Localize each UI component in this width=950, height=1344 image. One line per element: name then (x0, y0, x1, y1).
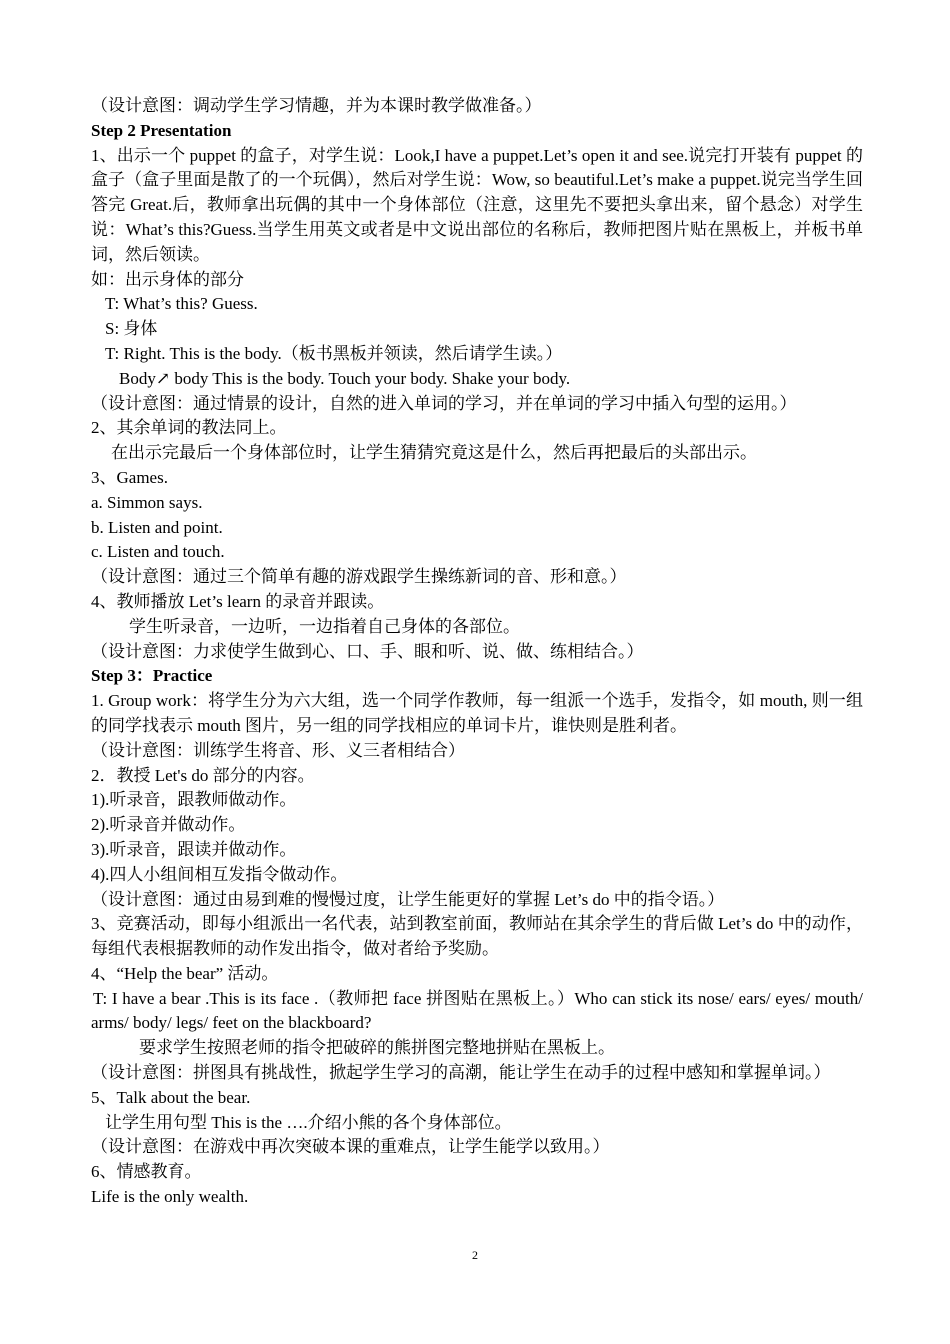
paragraph-help-the-bear: T: I have a bear .This is its face .（教师把 face 拼图贴在黑板上。）Who can stick its nose/ ears/ eyes/ mouth/ arms/ body/ legs/ feet on the blackboard? (91, 988, 863, 1033)
paragraph-group-work: 1. Group work：将学生分为六大组，选一个同学作教师，每一组派一个选手，发指令，如 mouth, 则一组的同学找表示 mouth 图片，另一组的同学找相应的单词卡片，谁快则是胜利者。 (91, 691, 863, 735)
sub-step-item: 1).听录音，跟教师做动作。 (91, 790, 297, 810)
section-heading-step3: Step 3：Practice (91, 666, 213, 686)
step-detail: 在出示完最后一个身体部位时，让学生猜猜究竟这是什么，然后再把最后的头部出示。 (111, 443, 757, 463)
design-intent-note: （设计意图：训练学生将音、形、义三者相结合） (91, 740, 465, 760)
paragraph-presentation: 1、出示一个 puppet 的盒子，对学生说：Look,I have a puppet.Let’s open it and see.说完打开装有 puppet 的盒子（盒子里面是散了的一个玩偶），然后对学生说：Wow, so beautiful.Let’s make a puppet.说完当学生回答完 Great.后，教师拿出玩偶的其中一个身体部位（注意，这里先不要把头拿出来，留个悬念）对学生说：What’s this?Guess.当学生用英文或者是中文说出部位的名称后，教师把图片贴在黑板上，并板书单词，然后领读。 (91, 145, 863, 264)
step-item: 3、Games. (91, 467, 168, 487)
sub-step-item: 3).听录音，跟读并做动作。 (91, 839, 297, 859)
step-detail: 让学生用句型 This is the ….介绍小熊的各个身体部位。 (105, 1112, 512, 1132)
sub-step-item: 2).听录音并做动作。 (91, 815, 246, 835)
design-intent-note: （设计意图：力求使学生做到心、口、手、眼和听、说、做、练相结合。） (91, 641, 644, 661)
design-intent-note: （设计意图：通过三个简单有趣的游戏跟学生操练新词的音、形和意。） (91, 567, 627, 587)
document-body (91, 94, 863, 1210)
closing-line: Life is the only wealth. (91, 1187, 249, 1207)
dialogue-line: T: Right. This is the body.（板书黑板并领读，然后请学生读。） (105, 343, 563, 363)
design-intent-note: （设计意图：调动学生学习情趣，并为本课时教学做准备。） (91, 96, 542, 115)
example-intro: 如：出示身体的部分 (91, 269, 244, 289)
step-item: 4、“Help the bear” 活动。 (91, 963, 279, 983)
step-item: 5、Talk about the bear. (91, 1087, 251, 1107)
design-intent-note: （设计意图：拼图具有挑战性，掀起学生学习的高潮，能让学生在动手的过程中感知和掌握单词。） (91, 1063, 831, 1083)
step-item: 6、情感教育。 (91, 1162, 202, 1182)
design-intent-note: （设计意图：在游戏中再次突破本课的重难点，让学生能学以致用。） (91, 1137, 610, 1157)
step-item: 2．教授 Let's do 部分的内容。 (91, 765, 315, 785)
paragraph-competition: 3、竞赛活动，即每小组派出一名代表，站到教室前面，教师站在其余学生的背后做 Let’s do 中的动作，每组代表根据教师的动作发出指令，做对者给予奖励。 (91, 914, 863, 959)
step-detail: 学生听录音，一边听，一边指着自己身体的各部位。 (129, 616, 520, 636)
dialogue-line: Body↗ body This is the body. Touch your body. Shake your body. (119, 368, 571, 388)
dialogue-line: S: 身体 (105, 319, 158, 339)
step-detail: 要求学生按照老师的指令把破碎的熊拼图完整地拼贴在黑板上。 (139, 1038, 615, 1058)
step-item: 4、教师播放 Let’s learn 的录音并跟读。 (91, 591, 385, 611)
design-intent-note: （设计意图：通过由易到难的慢慢过度，让学生能更好的掌握 Let’s do 中的指令语。） (91, 889, 725, 909)
dialogue-line: T: What’s this? Guess. (105, 294, 258, 314)
design-intent-note: （设计意图：通过情景的设计，自然的进入单词的学习，并在单词的学习中插入句型的运用。） (91, 393, 797, 413)
game-item: b. Listen and point. (91, 517, 223, 537)
page-number: 2 (472, 1248, 478, 1262)
game-item: a. Simmon says. (91, 492, 203, 512)
game-item: c. Listen and touch. (91, 542, 225, 562)
sub-step-item: 4).四人小组间相互发指令做动作。 (91, 864, 348, 884)
step-item: 2、其余单词的教法同上。 (91, 418, 287, 438)
section-heading-step2: Step 2 Presentation (91, 120, 232, 140)
